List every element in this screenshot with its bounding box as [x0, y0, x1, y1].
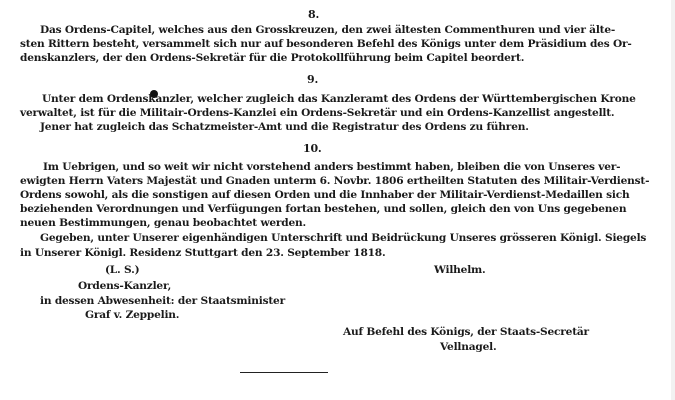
text-line: ewigten Herrn Vaters Majestät und Gnaden unterm 6. Novbr. 1806 ertheilten Statuten des Militair-Verdienst- — [20, 175, 650, 187]
secretary-title: Auf Befehl des Königs, der Staats-Secretär — [343, 326, 589, 338]
text-line: Jener hat zugleich das Schatzmeister-Amt und die Registratur des Ordens zu führen. — [40, 121, 529, 133]
text-line: Das Ordens-Capitel, welches aus den Grosskreuzen, den zwei ältesten Commenthuren und vier älte- — [40, 24, 616, 36]
text-line: Ordens sowohl, als die sonstigen auf diesen Orden und die Innhaber der Militair-Verdienst-Medaillen sich — [20, 189, 630, 201]
closing-rule — [240, 372, 328, 373]
text-line: neuen Bestimmungen, genau beobachtet werden. — [20, 217, 307, 229]
king-signature: Wilhelm. — [434, 264, 486, 276]
text-line: denskanzlers, der den Ordens-Sekretär für die Protokollführung beim Capitel beordert. — [20, 52, 525, 64]
section-number-10: 10. — [303, 142, 322, 155]
text-line: Unter dem Ordenskanzler, welcher zugleich das Kanzleramt des Ordens der Württembergischen Krone — [42, 93, 636, 105]
scan-edge — [671, 0, 675, 400]
chancellor-title: Ordens-Kanzler, — [78, 280, 172, 292]
secretary-name: Vellnagel. — [440, 341, 497, 353]
text-line: beziehenden Verordnungen und Verfügungen fortan bestehen, und sollen, gleich den von Uns gegebenen — [20, 203, 627, 215]
seal-mark: (L. S.) — [105, 264, 140, 276]
text-line: sten Rittern besteht, versammelt sich nur auf besonderen Befehl des Königs unter dem Präsidium des Or- — [20, 38, 632, 50]
chancellor-name: Graf v. Zeppelin. — [85, 309, 180, 321]
section-number-8: 8. — [308, 8, 320, 21]
text-line: verwaltet, ist für die Militair-Ordens-Kanzlei ein Ordens-Sekretär und ein Ordens-Kanzellist angestellt. — [20, 107, 615, 119]
text-line: in Unserer Königl. Residenz Stuttgart den 23. September 1818. — [20, 247, 386, 259]
chancellor-absence: in dessen Abwesenheit: der Staatsminister — [40, 295, 285, 307]
text-line: Gegeben, unter Unserer eigenhändigen Unterschrift und Beidrückung Unseres grösseren Königl. Siegels — [40, 232, 647, 244]
section-number-9: 9. — [307, 73, 319, 86]
text-line: Im Uebrigen, und so weit wir nicht vorstehend anders bestimmt haben, bleiben die von Unseres ver- — [43, 161, 621, 173]
